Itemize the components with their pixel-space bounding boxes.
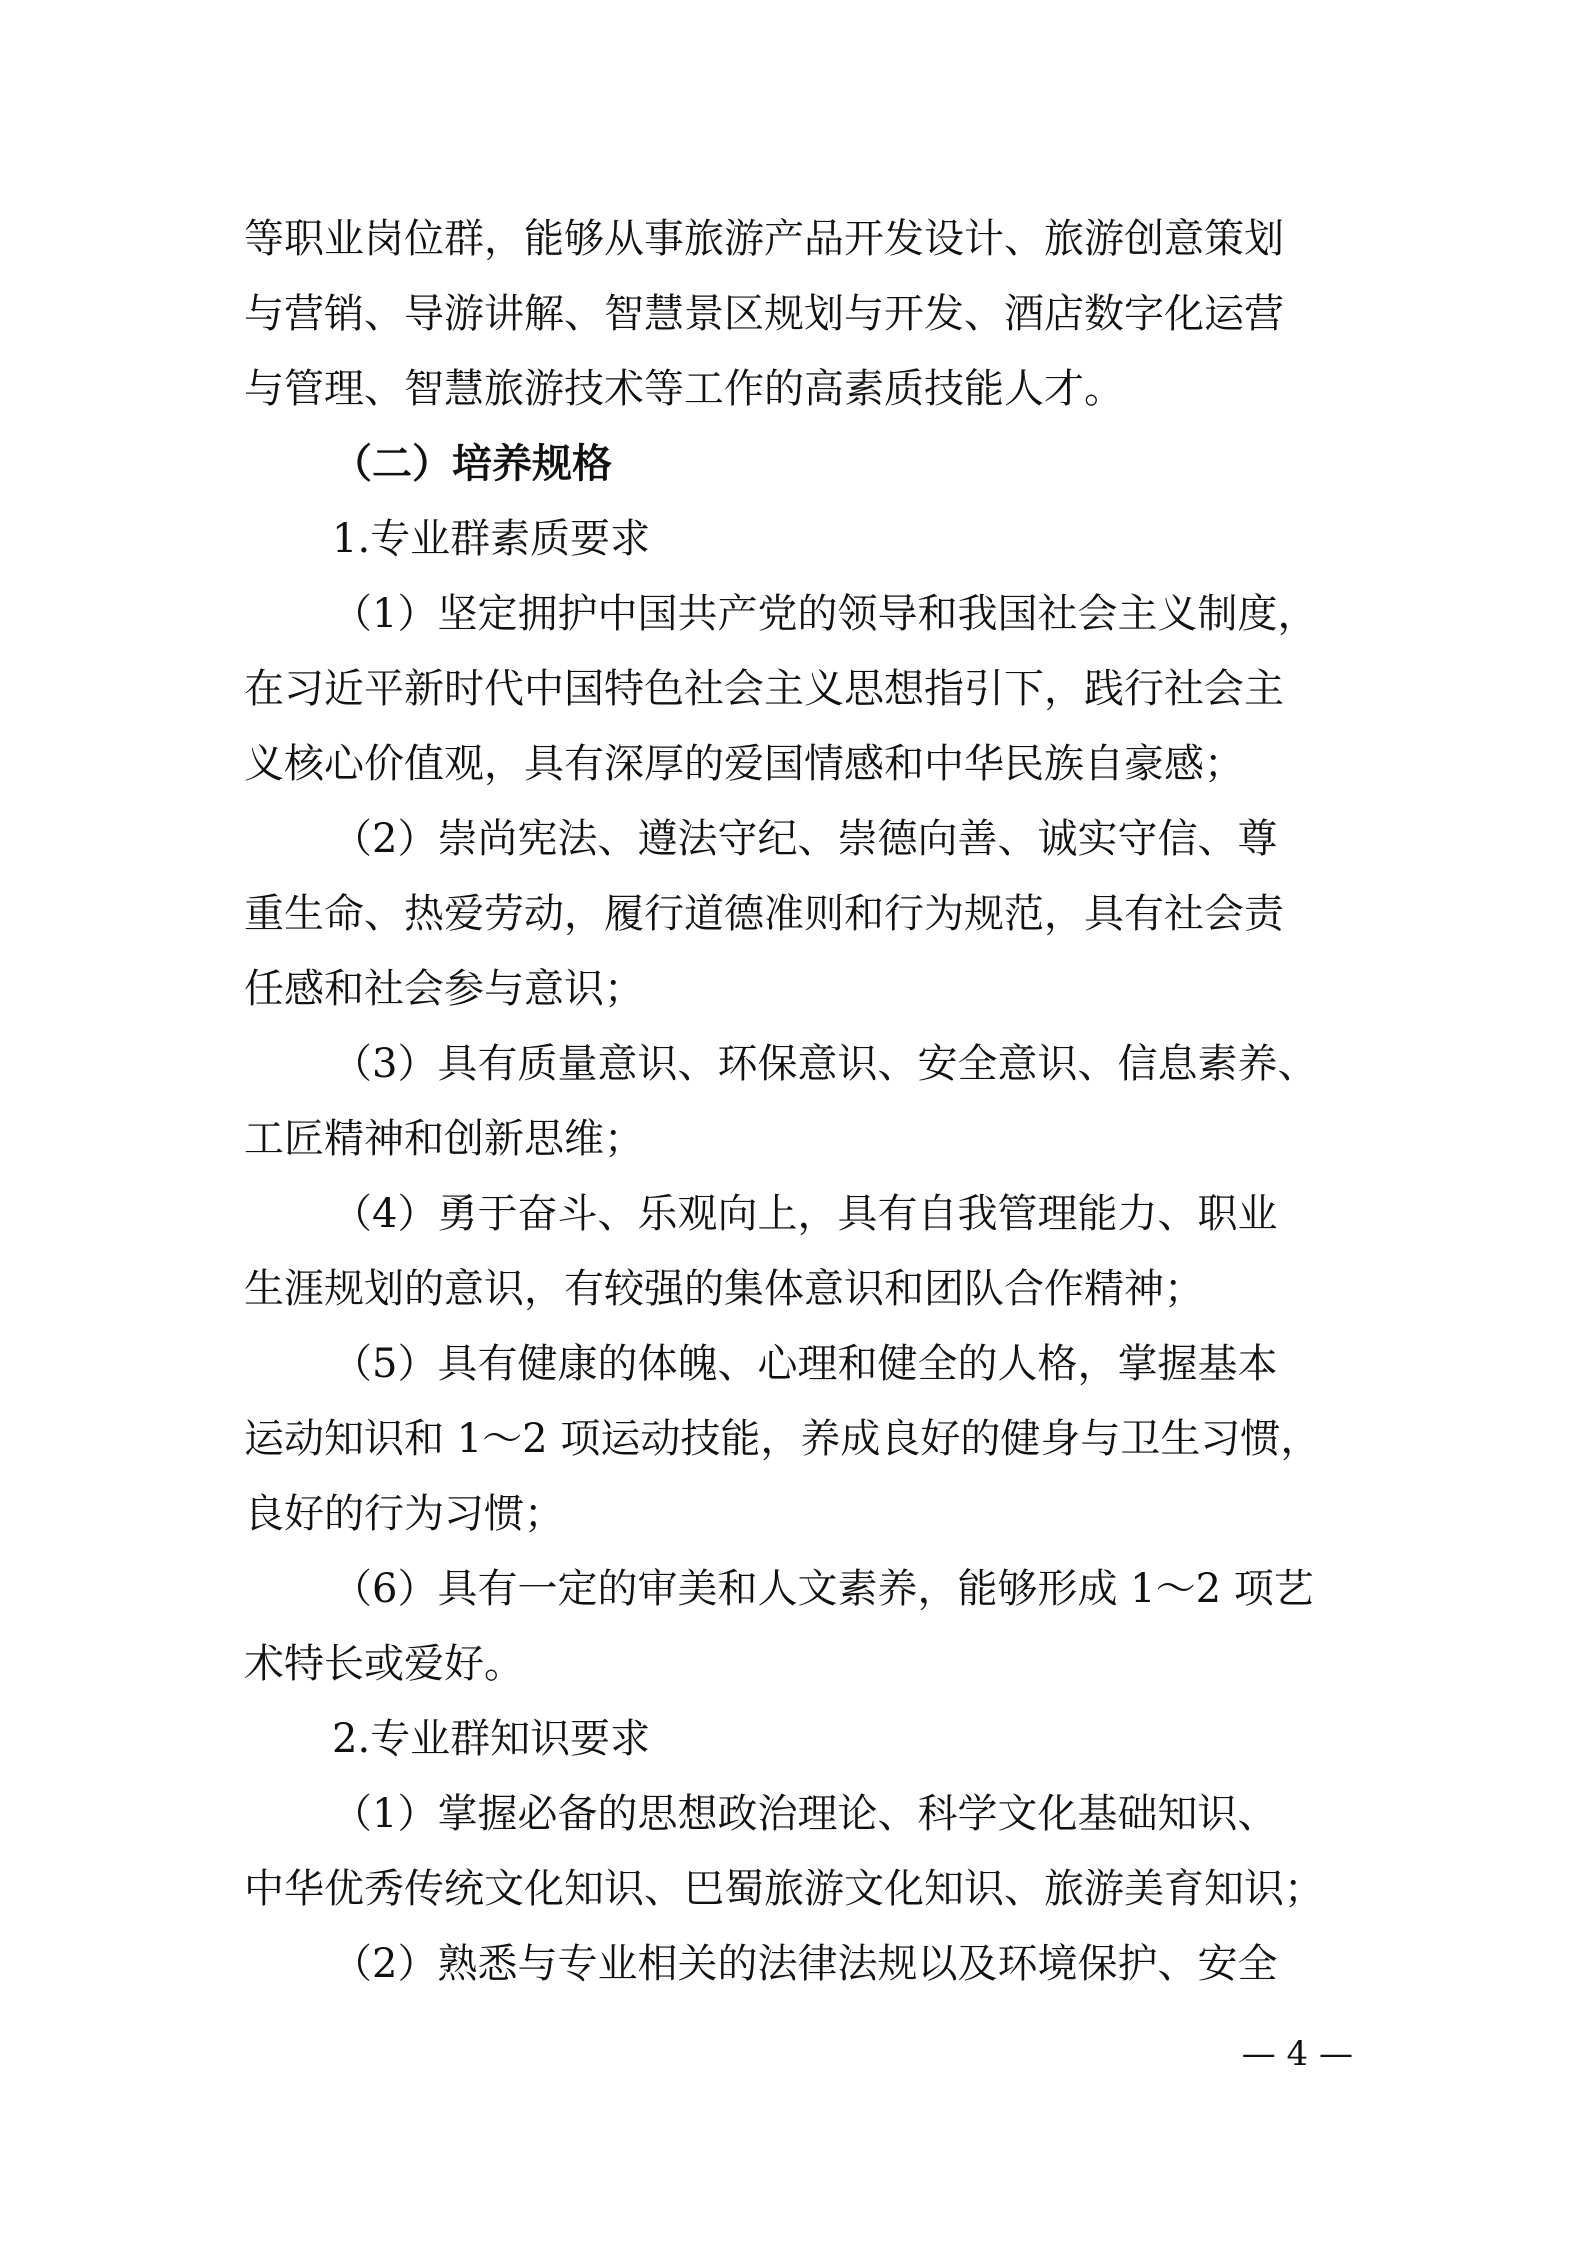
text-line: 术特长或爱好。: [244, 1641, 524, 1687]
text-line: 工匠精神和创新思维；: [244, 1116, 644, 1162]
text-line: 与管理、智慧旅游技术等工作的高素质技能人才。: [244, 366, 1124, 412]
text-line: 等职业岗位群，能够从事旅游产品开发设计、旅游创意策划: [244, 216, 1284, 262]
section-heading: （二）培养规格: [332, 441, 612, 487]
text-line: 在习近平新时代中国特色社会主义思想指引下，践行社会主: [244, 666, 1284, 712]
text-line: 运动知识和 1～2 项运动技能，养成良好的健身与卫生习惯，: [244, 1416, 1321, 1462]
text-line: 中华优秀传统文化知识、巴蜀旅游文化知识、旅游美育知识；: [244, 1866, 1324, 1912]
text-line: （2）熟悉与专业相关的法律法规以及环境保护、安全: [332, 1941, 1278, 1987]
page-number: — 4 —: [1241, 2034, 1353, 2074]
subsection-heading: 1.专业群素质要求: [332, 516, 651, 562]
text-line: （1）坚定拥护中国共产党的领导和我国社会主义制度，: [332, 591, 1318, 637]
text-line: （4）勇于奋斗、乐观向上，具有自我管理能力、职业: [332, 1191, 1278, 1237]
body-text: [244, 202, 1354, 2002]
text-line: （6）具有一定的审美和人文素养，能够形成 1～2 项艺: [332, 1566, 1314, 1612]
text-line: 生涯规划的意识，有较强的集体意识和团队合作精神；: [244, 1266, 1204, 1312]
text-line: （2）崇尚宪法、遵法守纪、崇德向善、诚实守信、尊: [332, 816, 1278, 862]
text-line: 义核心价值观，具有深厚的爱国情感和中华民族自豪感；: [244, 741, 1244, 787]
text-line: 重生命、热爱劳动，履行道德准则和行为规范，具有社会责: [244, 891, 1284, 937]
text-line: （5）具有健康的体魄、心理和健全的人格，掌握基本: [332, 1341, 1278, 1387]
text-line: （1）掌握必备的思想政治理论、科学文化基础知识、: [332, 1791, 1278, 1837]
text-line: （3）具有质量意识、环保意识、安全意识、信息素养、: [332, 1041, 1318, 1087]
text-line: 良好的行为习惯；: [244, 1491, 564, 1537]
text-line: 任感和社会参与意识；: [244, 966, 644, 1012]
text-line: 与营销、导游讲解、智慧景区规划与开发、酒店数字化运营: [244, 291, 1284, 337]
subsection-heading: 2.专业群知识要求: [332, 1716, 651, 1762]
